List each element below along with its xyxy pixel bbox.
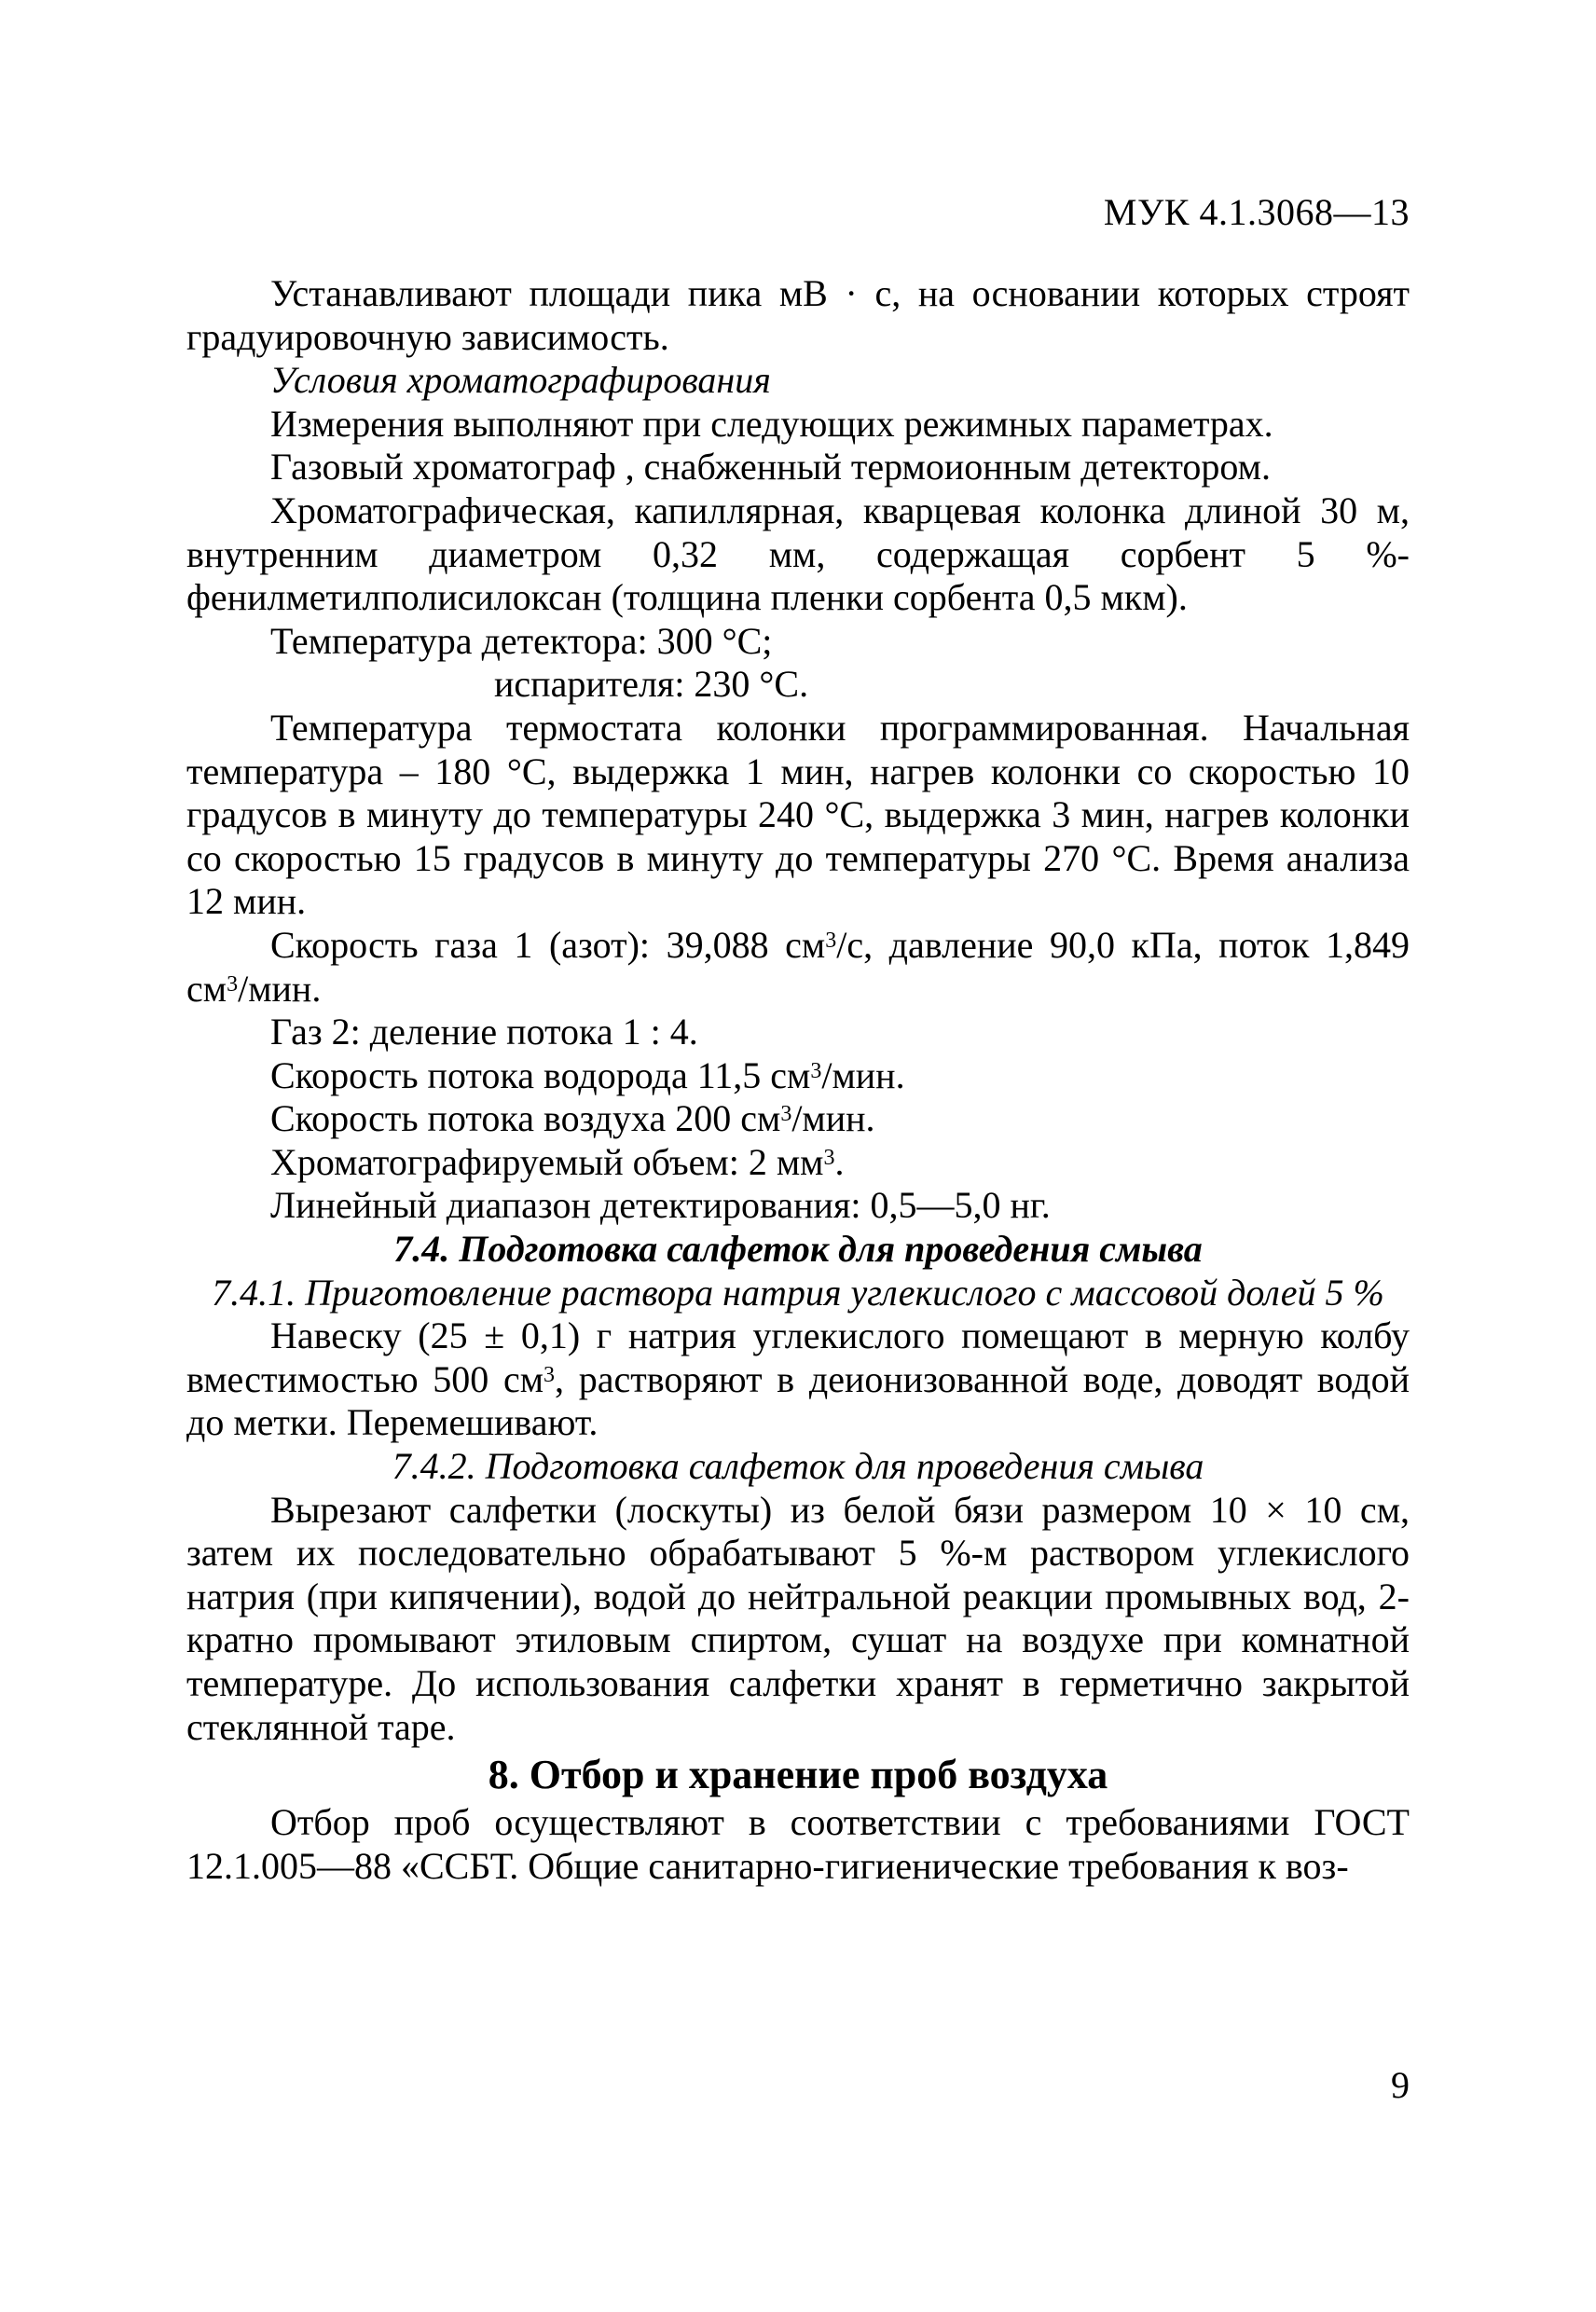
paragraph-air-flow bbox=[186, 1097, 1410, 1141]
subsection-heading-7-4-2: 7.4.2. Подготовка салфеток для проведения смыва bbox=[392, 1445, 1204, 1488]
text-segment: Хроматографируемый объем: 2 мм bbox=[270, 1140, 824, 1183]
paragraph-wipe-preparation: Вырезают салфетки (лоскуты) из белой бязи размером 10 × 10 см, затем их последовательно обрабатывают 5 %-м раствором углекислого натрия (при кипячении), водой до нейтральной реакции промывных вод, 2-кратно промывают этиловым спиртом, сушат на воздухе при комнатной температуре. До использования салфетки хранят в герметично закрытой стеклянной таре. bbox=[186, 1488, 1410, 1748]
paragraph-air-sampling: Отбор проб осуществляют в соответствии с требованиями ГОСТ 12.1.005—88 «ССБТ. Общие санитарно-гигиенические требования к воз- bbox=[186, 1801, 1410, 1887]
superscript: 3 bbox=[810, 1058, 822, 1083]
text-segment: Скорость потока водорода 11,5 см bbox=[270, 1053, 811, 1096]
page-body bbox=[186, 272, 1410, 1888]
text-segment: Скорость газа 1 (азот): 39,088 см bbox=[270, 923, 826, 966]
superscript: 3 bbox=[227, 971, 239, 997]
paragraph-gas-chromatograph: Газовый хроматограф , снабженный термоионным детектором. bbox=[270, 446, 1271, 489]
paragraph-linear-range: Линейный диапазон детектирования: 0,5—5,0 нг. bbox=[270, 1184, 1051, 1227]
page-number: 9 bbox=[1391, 2064, 1410, 2106]
section-heading-8: 8. Отбор и хранение проб воздуха bbox=[488, 1752, 1108, 1798]
paragraph-column: Хроматографическая, капиллярная, кварцевая колонка длиной 30 м, внутренним диаметром 0,32 мм, содержащая сорбент 5 %-фенилметилполисилоксан (толщина пленки сорбента 0,5 мкм). bbox=[186, 489, 1410, 619]
paragraph-gas2-split: Газ 2: деление потока 1 : 4. bbox=[270, 1011, 698, 1053]
superscript: 3 bbox=[543, 1363, 556, 1388]
text-segment: Скорость потока воздуха 200 см bbox=[270, 1097, 781, 1140]
section-heading-7-4: 7.4. Подготовка салфеток для проведения смыва bbox=[393, 1228, 1203, 1271]
text-segment: /с, давление 90,0 кПа, поток 1,849 см bbox=[186, 923, 1410, 1010]
paragraph-detector-temperature: Температура детектора: 300 °С; bbox=[270, 619, 773, 662]
paragraph-thermostat-program: Температура термостата колонки программированная. Начальная температура – 180 °С, выдержка 1 мин, нагрев колонки со скоростью 10 градусов в минуту до температуры 240 °С, выдержка 3 мин, нагрев колонки со скоростью 15 градусов в минуту до температуры 270 °С. Время анализа 12 мин. bbox=[186, 706, 1410, 923]
text-segment: Навеску (25 ± 0,1) г натрия углекислого помещают в мерную колбу вместимостью 500 см bbox=[186, 1314, 1410, 1400]
paragraph-injection-volume bbox=[186, 1141, 1410, 1185]
text-segment: /мин. bbox=[238, 967, 322, 1010]
superscript: 3 bbox=[780, 1102, 792, 1127]
subsection-heading-7-4-1: 7.4.1. Приготовление раствора натрия углекислого с массовой долей 5 % bbox=[212, 1271, 1384, 1314]
text-segment: . bbox=[834, 1140, 845, 1183]
paragraph-gas1-flow bbox=[186, 924, 1410, 1011]
text-segment: , растворяют в деионизованной воде, доводят водой до метки. Перемешивают. bbox=[186, 1357, 1410, 1444]
superscript: 3 bbox=[825, 929, 837, 954]
text-segment: /мин. bbox=[791, 1097, 875, 1140]
text-segment: /мин. bbox=[821, 1053, 905, 1096]
paragraph-evaporator-temperature: испарителя: 230 °С. bbox=[494, 663, 809, 706]
subheading-chromatography-conditions: Условия хроматографирования bbox=[270, 359, 771, 402]
superscript: 3 bbox=[823, 1146, 835, 1171]
paragraph-measurement-params: Измерения выполняют при следующих режимных параметрах. bbox=[270, 402, 1273, 445]
paragraph-sodium-carbonate-solution bbox=[186, 1314, 1410, 1445]
document-code-header: МУК 4.1.3068—13 bbox=[1103, 191, 1410, 233]
paragraph-hydrogen-flow bbox=[186, 1054, 1410, 1098]
paragraph-calibration: Устанавливают площади пика мВ · с, на основании которых строят градуировочную зависимость. bbox=[186, 272, 1410, 358]
